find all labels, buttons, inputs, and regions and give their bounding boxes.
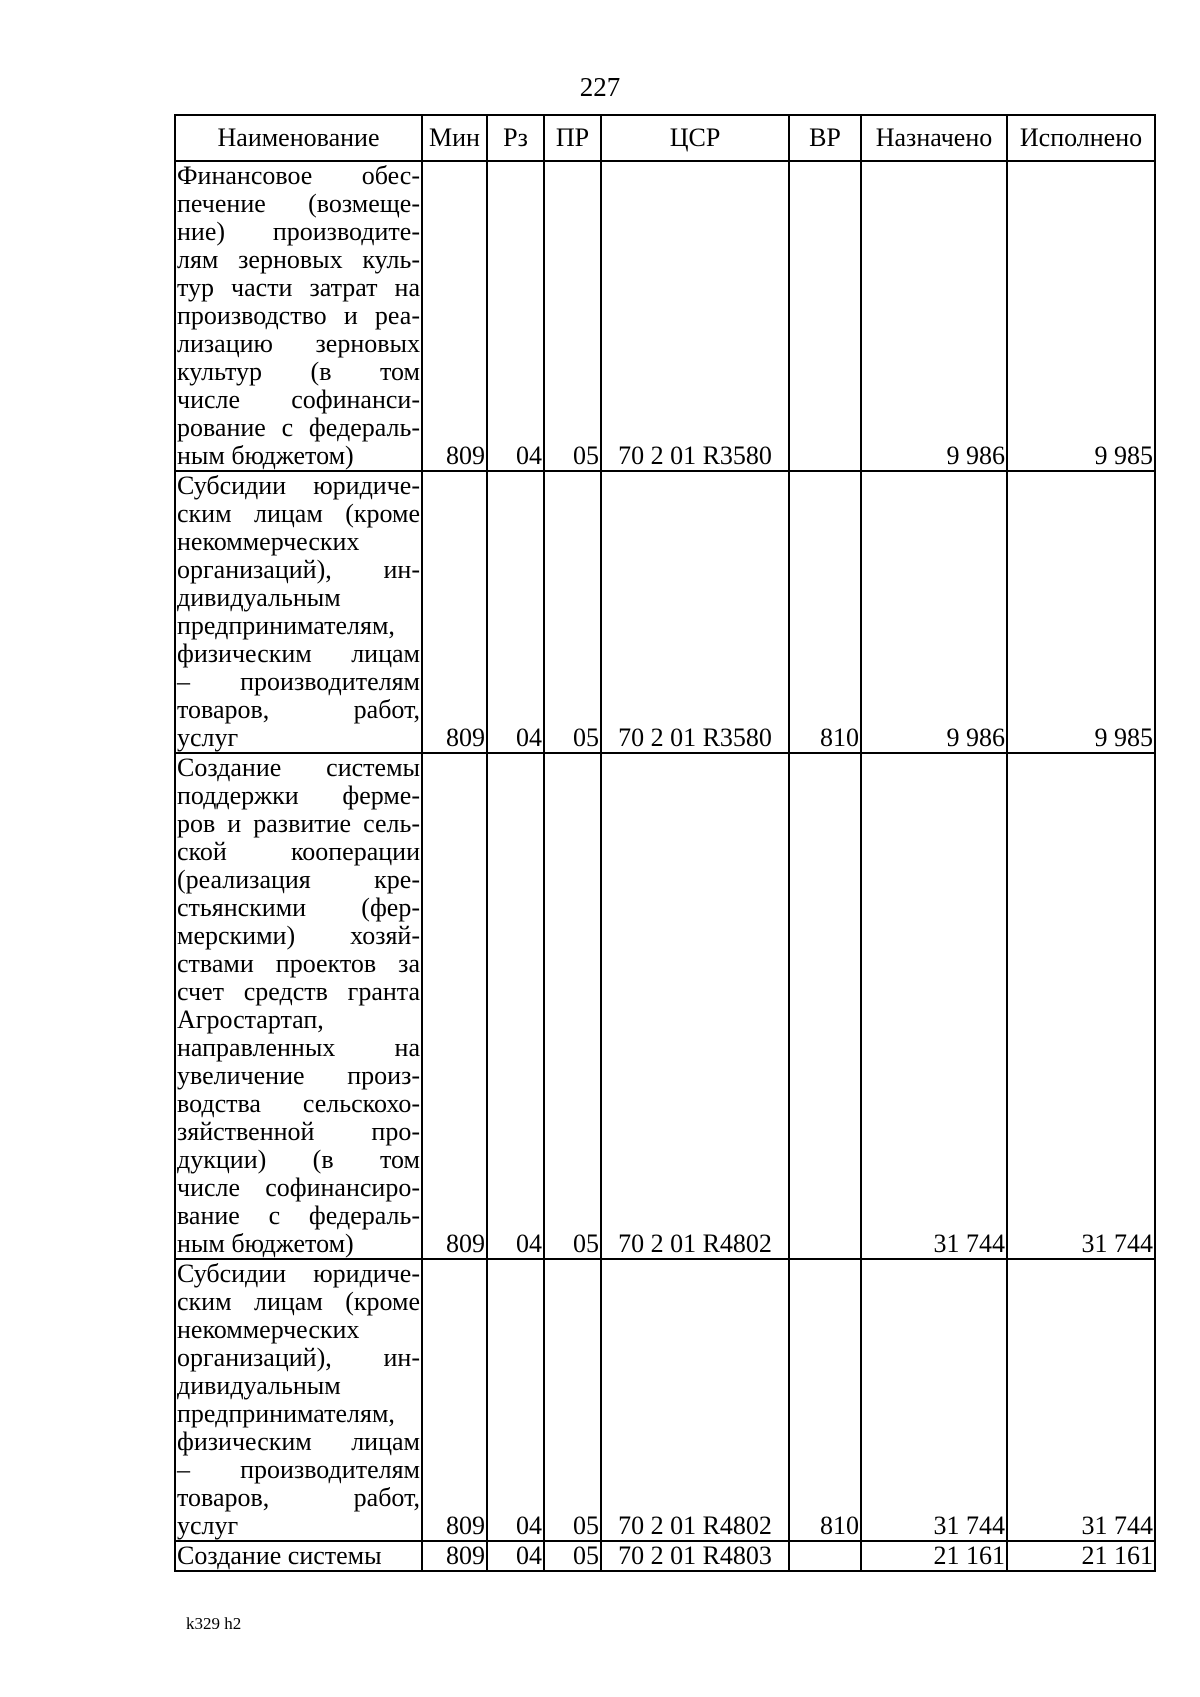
cell-executed: 9 985 [1007, 471, 1155, 753]
cell-assigned: 9 986 [861, 161, 1007, 471]
cell-name-line: услуг [177, 1511, 239, 1540]
cell-name-line: Агростартап, [177, 1005, 324, 1034]
cell-name-line: некоммерческих [177, 527, 360, 556]
cell-vr [789, 161, 861, 471]
cell-csr: 70 2 01 R3580 [601, 471, 789, 753]
cell-min: 809 [422, 161, 487, 471]
table-row [175, 1541, 1155, 1571]
cell-name-line: товаров, работ, [177, 1483, 420, 1512]
table-row [175, 471, 1155, 753]
header-executed: Исполнено [1007, 115, 1155, 161]
header-name: Наименование [175, 115, 422, 161]
table-row [175, 1259, 1155, 1541]
cell-name-line: Субсидии юридиче- [177, 1259, 420, 1288]
cell-rz: 04 [487, 1259, 544, 1541]
cell-name-line: товаров, работ, [177, 695, 420, 724]
cell-name-line: – производителям [177, 667, 420, 696]
cell-name-line: тур части затрат на [177, 273, 420, 302]
cell-name-line: культур (в том [177, 357, 420, 386]
cell-pr: 05 [544, 471, 601, 753]
cell-name-line: Субсидии юридиче- [177, 471, 420, 500]
cell-name-line: ние) производите- [177, 217, 420, 246]
cell-name-line: физическим лицам [177, 1427, 420, 1456]
cell-name-line: физическим лицам [177, 639, 420, 668]
budget-table [174, 114, 1156, 1572]
cell-name-line: (реализация кре- [177, 865, 420, 894]
cell-pr: 05 [544, 753, 601, 1259]
cell-name [175, 1259, 422, 1541]
cell-name-line: увеличение произ- [177, 1061, 420, 1090]
table-body [175, 161, 1155, 1571]
cell-name [175, 1541, 422, 1571]
cell-csr: 70 2 01 R4803 [601, 1541, 789, 1571]
cell-name-line: ской кооперации [177, 837, 420, 866]
table-header-row [175, 115, 1155, 161]
cell-executed: 31 744 [1007, 753, 1155, 1259]
cell-assigned: 9 986 [861, 471, 1007, 753]
cell-name-line: рование с федераль- [177, 413, 420, 442]
cell-name-line: числе софинанси- [177, 385, 420, 414]
cell-name-line: Создание системы [177, 753, 420, 782]
cell-name-line: ным бюджетом) [177, 1229, 354, 1258]
cell-assigned: 31 744 [861, 1259, 1007, 1541]
cell-name-line: производство и реа- [177, 301, 420, 330]
cell-name-line: – производителям [177, 1455, 420, 1484]
cell-executed: 21 161 [1007, 1541, 1155, 1571]
header-assigned: Назначено [861, 115, 1007, 161]
cell-min: 809 [422, 471, 487, 753]
cell-name-line: Финансовое обес- [177, 161, 420, 190]
cell-csr: 70 2 01 R4802 [601, 1259, 789, 1541]
cell-name [175, 161, 422, 471]
table-row [175, 161, 1155, 471]
cell-min: 809 [422, 1259, 487, 1541]
header-pr: ПР [544, 115, 601, 161]
cell-name-line: ствами проектов за [177, 949, 420, 978]
cell-name-line: организаций), ин- [177, 1343, 420, 1372]
cell-name-line: ным бюджетом) [177, 441, 354, 470]
cell-csr: 70 2 01 R3580 [601, 161, 789, 471]
cell-vr: 810 [789, 471, 861, 753]
cell-name-line: числе софинансиро- [177, 1173, 420, 1202]
cell-csr: 70 2 01 R4802 [601, 753, 789, 1259]
cell-name-line: поддержки ферме- [177, 781, 420, 810]
cell-rz: 04 [487, 1541, 544, 1571]
cell-pr: 05 [544, 1259, 601, 1541]
cell-name-line: направленных на [177, 1033, 420, 1062]
cell-name [175, 471, 422, 753]
footer-code: k329 h2 [186, 1614, 242, 1633]
cell-name-line: ров и развитие сель- [177, 809, 420, 838]
cell-name-line: дивидуальным [177, 583, 341, 612]
cell-rz: 04 [487, 753, 544, 1259]
cell-pr: 05 [544, 161, 601, 471]
cell-pr: 05 [544, 1541, 601, 1571]
cell-rz: 04 [487, 471, 544, 753]
cell-name-line: зяйственной про- [177, 1117, 420, 1146]
header-vr: ВР [789, 115, 861, 161]
cell-name-line: лям зерновых куль- [177, 245, 420, 274]
cell-name [175, 753, 422, 1259]
cell-min: 809 [422, 1541, 487, 1571]
cell-name-line: ским лицам (кроме [177, 1287, 420, 1316]
page-number: 227 [579, 72, 621, 102]
cell-name-line: услуг [177, 723, 239, 752]
header-min: Мин [422, 115, 487, 161]
cell-name-line: организаций), ин- [177, 555, 420, 584]
cell-name-line: вание с федераль- [177, 1201, 420, 1230]
cell-name-line: дукции) (в том [177, 1145, 420, 1174]
cell-name-line: некоммерческих [177, 1315, 360, 1344]
cell-name-line: дивидуальным [177, 1371, 341, 1400]
cell-vr: 810 [789, 1259, 861, 1541]
cell-assigned: 31 744 [861, 753, 1007, 1259]
cell-name-line: печение (возмеще- [177, 189, 420, 218]
cell-name-line: Создание системы [177, 1541, 382, 1570]
cell-name-line: предпринимателям, [177, 611, 395, 640]
cell-name-line: ским лицам (кроме [177, 499, 420, 528]
cell-min: 809 [422, 753, 487, 1259]
cell-name-line: предпринимателям, [177, 1399, 395, 1428]
cell-name-line: счет средств гранта [177, 977, 420, 1006]
header-rz: Рз [487, 115, 544, 161]
cell-assigned: 21 161 [861, 1541, 1007, 1571]
table-row [175, 753, 1155, 1259]
cell-name-line: лизацию зерновых [177, 329, 420, 358]
cell-name-line: водства сельскохо- [177, 1089, 420, 1118]
cell-vr [789, 1541, 861, 1571]
header-csr: ЦСР [601, 115, 789, 161]
cell-name-line: стьянскими (фер- [177, 893, 420, 922]
cell-name-line: мерскими) хозяй- [177, 921, 420, 950]
cell-rz: 04 [487, 161, 544, 471]
cell-executed: 31 744 [1007, 1259, 1155, 1541]
cell-vr [789, 753, 861, 1259]
cell-executed: 9 985 [1007, 161, 1155, 471]
